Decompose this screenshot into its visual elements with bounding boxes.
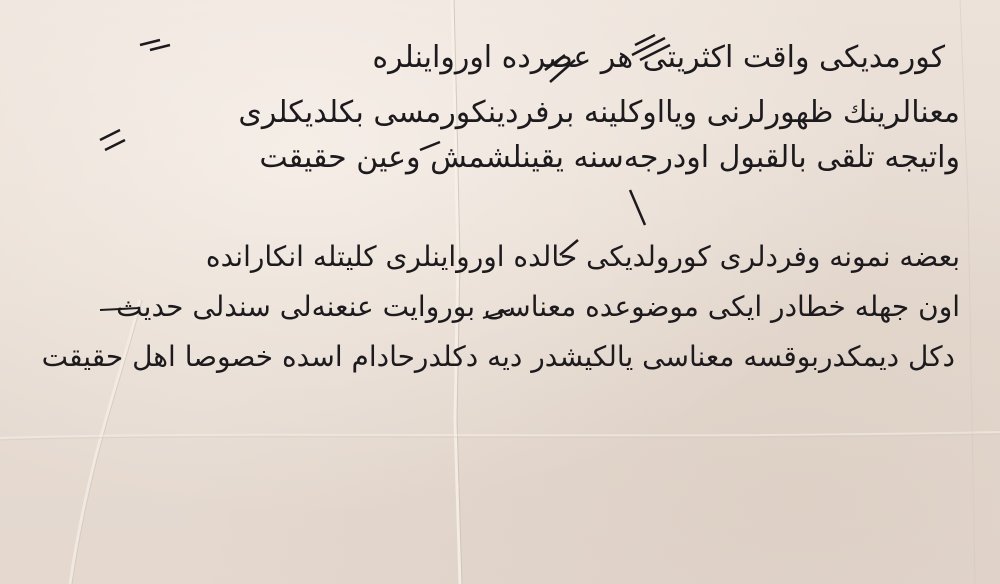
manuscript-line-3: واتیجه تلقی بالقبول اودرجه‌سنه یقینلشمش وعین حقیقت <box>259 140 960 175</box>
strike-mark <box>100 130 125 150</box>
manuscript-line-4: بعضه نمونه وفردلری کورولدیکی حالده اورواینلری کلیتله انکارانده <box>205 240 960 273</box>
manuscript-line-2: معنالرینك ظهورلرنی ویااوکلینه برفردینکورمسی بکلدیکلری <box>238 95 960 130</box>
manuscript-line-5: اون جهله خطادر ایکی موضوعده معناسی بوروایت عنعنه‌لی سندلی حدیث <box>116 290 960 323</box>
strike-mark <box>630 190 645 225</box>
manuscript-line-1: کورمدیکی واقت اکثریتی هر عصرده اورواینلره <box>372 40 945 75</box>
strike-mark <box>140 40 170 50</box>
manuscript-line-6: دکل دیمکدربوقسه معناسی یالکیشدر دیه دکلدرحادام اسده خصوصا اهل حقیقت <box>41 340 955 373</box>
